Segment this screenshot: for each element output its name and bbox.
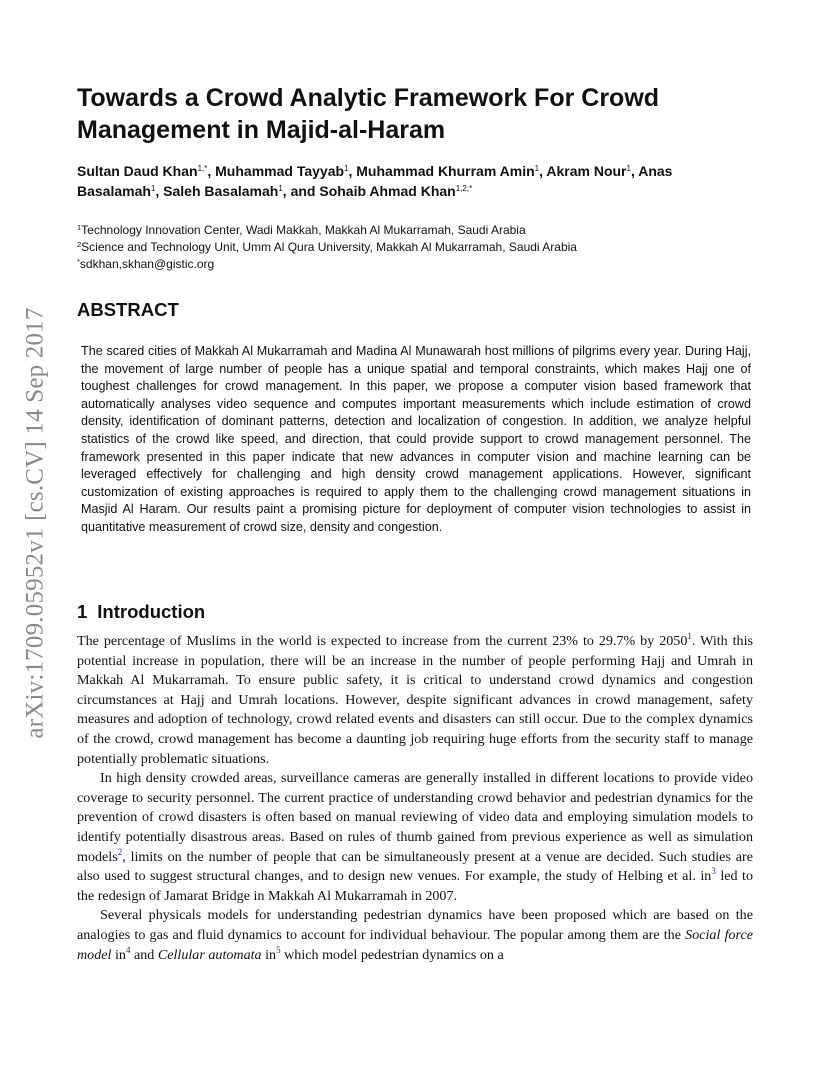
- paragraph-text: . With this potential increase in population, there will be an increase in the number of people performing Hajj and Umrah in Makkah Al Mukarramah. To ensure public safety, it is critical to understand crowd dynamics and congestion circumstances at Hajj and Umrah locations. However, despite significant advances in crowd management, safety measures and adoption of technology, crowd related events and disasters can still occur. Due to the complex dynamics of the crowd, crowd management has become a daunting job requiring huge efforts from the security staff to manage potentially problematic situations.: [77, 633, 753, 767]
- paragraph-text: which model pedestrian dynamics on a: [280, 946, 504, 963]
- affiliation-item: [77, 256, 753, 273]
- paragraph-text: In high density crowded areas, surveillance cameras are generally installed in different locations to provide video coverage to security personnel. The current practice of understanding crowd behavior and pedestrian dynamics for the prevention of crowd disasters is often based on manual reviewing of video data and employing simulation models to identify potentially disastrous areas. Based on rules of thumb gained from previous experience as well as simulation models: [77, 770, 753, 865]
- affiliation-list: [77, 222, 753, 273]
- introduction-body: [77, 632, 753, 965]
- author-affiliation-mark: 1: [278, 184, 283, 193]
- citation-link[interactable]: 2: [117, 846, 123, 857]
- abstract-text: The scared cities of Makkah Al Mukarramah and Madina Al Munawarah host millions of pilgrims every year. During Hajj, the movement of large number of people has a unique spatial and temporal constraints, which makes Hajj one of toughest challenges for crowd management. In this paper, we propose a computer vision based framework that automatically analyses video sequence and computes important measurements which include estimation of crowd density, identification of dominant patterns, detection and localization of congestion. In addition, we analyze helpful statistics of the crowd like speed, and direction, that could provide support to crowd management personnel. The framework presented in this paper indicate that new advances in computer vision and machine learning can be leveraged effectively for challenging and high density crowd management applications. However, significant customization of existing approaches is required to apply them to the challenging crowd management situations in Masjid Al Haram. Our results paint a promising picture for deployment of computer vision technologies to assist in quantitative measurement of crowd size, density and congestion.: [81, 344, 751, 534]
- affiliation-text: Science and Technology Unit, Umm Al Qura University, Makkah Al Mukarramah, Saudi Arabia: [81, 240, 577, 254]
- author-list: [77, 161, 753, 201]
- author-separator: ,: [630, 163, 639, 179]
- paragraph-text: and: [130, 946, 158, 963]
- affiliation-mark: *: [77, 257, 80, 266]
- author-name: Anas Basalamah: [77, 163, 673, 199]
- paragraph-2: [77, 769, 753, 906]
- paragraph-text: Several physicals models for understanding pedestrian dynamics have been proposed which are based on the analogies to gas and fluid dynamics to account for individual behaviour. The popular among them are the: [77, 907, 753, 943]
- model-name: Cellular automata: [157, 946, 262, 963]
- section-heading-introduction: [77, 600, 205, 624]
- citation-link[interactable]: 4: [125, 944, 131, 955]
- paragraph-1: [77, 632, 753, 769]
- author-affiliation-mark: 1,*: [197, 164, 208, 173]
- author-separator: , and: [282, 183, 320, 199]
- citation-link[interactable]: 5: [276, 944, 281, 955]
- affiliation-mark: 1: [77, 223, 82, 232]
- arxiv-stamp: [18, 285, 54, 760]
- abstract-heading: ABSTRACT: [77, 299, 179, 320]
- author-name: Saleh Basalamah: [163, 183, 279, 199]
- paragraph-3: [77, 906, 753, 965]
- author-name: Sohaib Ahmad Khan: [319, 183, 456, 199]
- author-name: Sultan Daud Khan: [77, 163, 198, 179]
- section-title: Introduction: [97, 601, 206, 622]
- affiliation-mark: 2: [77, 240, 82, 249]
- paper-title: Towards a Crowd Analytic Framework For Crowd Management in Majid-al-Haram: [77, 84, 660, 144]
- author-name: Muhammad Tayyab: [215, 163, 345, 179]
- affiliation-item: [77, 222, 753, 239]
- author-separator: ,: [348, 163, 357, 179]
- paragraph-text: led to the redesign of Jamarat Bridge in Makkah Al Mukarramah in 2007.: [77, 868, 753, 904]
- affiliation-item: [77, 239, 753, 256]
- author-affiliation-mark: 1: [626, 164, 631, 173]
- arxiv-identifier: arXiv:1709.05952v1 [cs.CV] 14 Sep 2017: [22, 306, 50, 739]
- paragraph-text: The percentage of Muslims in the world is expected to increase from the current 23% to 29.7% by 2050: [77, 633, 688, 649]
- author-affiliation-mark: 1: [344, 164, 349, 173]
- author-separator: ,: [539, 163, 547, 179]
- citation-link[interactable]: 1: [687, 631, 692, 641]
- author-separator: ,: [207, 163, 216, 179]
- paragraph-text: in: [111, 946, 126, 963]
- affiliation-text: Technology Innovation Center, Wadi Makkah, Makkah Al Mukarramah, Saudi Arabia: [81, 223, 526, 237]
- affiliation-text: sdkhan,skhan@gistic.org: [79, 257, 215, 271]
- citation-link[interactable]: 3: [711, 866, 716, 877]
- author-name: Akram Nour: [546, 163, 627, 179]
- author-affiliation-mark: 1,2,*: [455, 184, 473, 193]
- author-name: Muhammad Khurram Amin: [356, 163, 535, 179]
- author-affiliation-mark: 1: [150, 184, 156, 193]
- model-name: Social force model: [77, 926, 753, 963]
- author-separator: ,: [155, 183, 164, 199]
- paragraph-text: in: [261, 946, 277, 963]
- section-number: 1: [77, 601, 88, 622]
- author-affiliation-mark: 1: [534, 164, 540, 173]
- paragraph-text: , limits on the number of people that can be simultaneously present at a venue are decided. Such studies are also used to suggest structural changes, and to design new venues. For example, the study of Helbing et al. in: [77, 848, 753, 885]
